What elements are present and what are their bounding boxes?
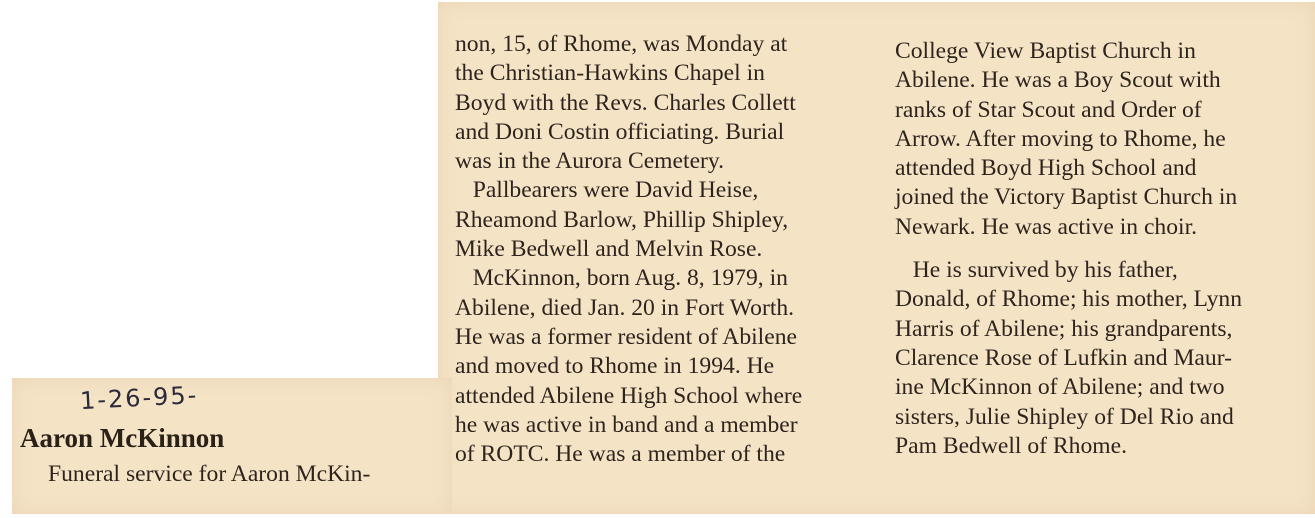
- text-line: attended Abilene High School where: [455, 382, 803, 409]
- text-column-a: [455, 30, 802, 469]
- text-line: Boyd with the Revs. Charles Collett: [455, 89, 796, 116]
- text-line: he was active in band and a member: [455, 411, 798, 438]
- obituary-headline: Aaron McKinnon: [20, 423, 225, 453]
- text-line: Pam Bedwell of Rhome.: [895, 432, 1127, 459]
- text-line: sisters, Julie Shipley of Del Rio and: [895, 403, 1234, 430]
- text-line: was in the Aurora Cemetery.: [455, 148, 725, 175]
- text-line: Clarence Rose of Lufkin and Maur-: [895, 344, 1232, 371]
- text-line: McKinnon, born Aug. 8, 1979, in: [455, 265, 788, 292]
- text-line: the Christian-Hawkins Chapel in: [455, 60, 765, 87]
- text-line: Donald, of Rhome; his mother, Lynn: [895, 286, 1243, 313]
- text-line: College View Baptist Church in: [895, 38, 1196, 64]
- text-line: Harris of Abilene; his grandparents,: [895, 315, 1233, 342]
- text-line: He is survived by his father,: [895, 257, 1178, 284]
- text-line: Newark. He was active in choir.: [895, 213, 1198, 240]
- text-line: ranks of Star Scout and Order of: [895, 96, 1202, 123]
- text-line: Rheamond Barlow, Phillip Shipley,: [455, 206, 789, 233]
- text-line: Abilene. He was a Boy Scout with: [895, 67, 1221, 94]
- text-line: and moved to Rhome in 1994. He: [455, 353, 775, 380]
- text-line: and Doni Costin officiating. Burial: [455, 118, 785, 145]
- text-line: of ROTC. He was a member of the: [455, 441, 786, 468]
- text-line: attended Boyd High School and: [895, 155, 1197, 182]
- text-line: ine McKinnon of Abilene; and two: [895, 374, 1225, 401]
- text-line: Pallbearers were David Heise,: [455, 177, 759, 204]
- text-line: He was a former resident of Abilene: [455, 323, 797, 350]
- handwritten-date: 1-26-95-: [79, 380, 199, 416]
- text-line: Abilene, died Jan. 20 in Fort Worth.: [455, 294, 795, 321]
- paragraph-gap: [895, 242, 1242, 256]
- text-line: Arrow. After moving to Rhome, he: [895, 125, 1226, 152]
- text-line: non, 15, of Rhome, was Monday at: [455, 31, 788, 57]
- text-line: Mike Bedwell and Melvin Rose.: [455, 236, 763, 263]
- text-line: joined the Victory Baptist Church in: [895, 184, 1238, 211]
- lead-line: Funeral service for Aaron McKin-: [48, 461, 371, 487]
- text-column-b: [895, 37, 1242, 461]
